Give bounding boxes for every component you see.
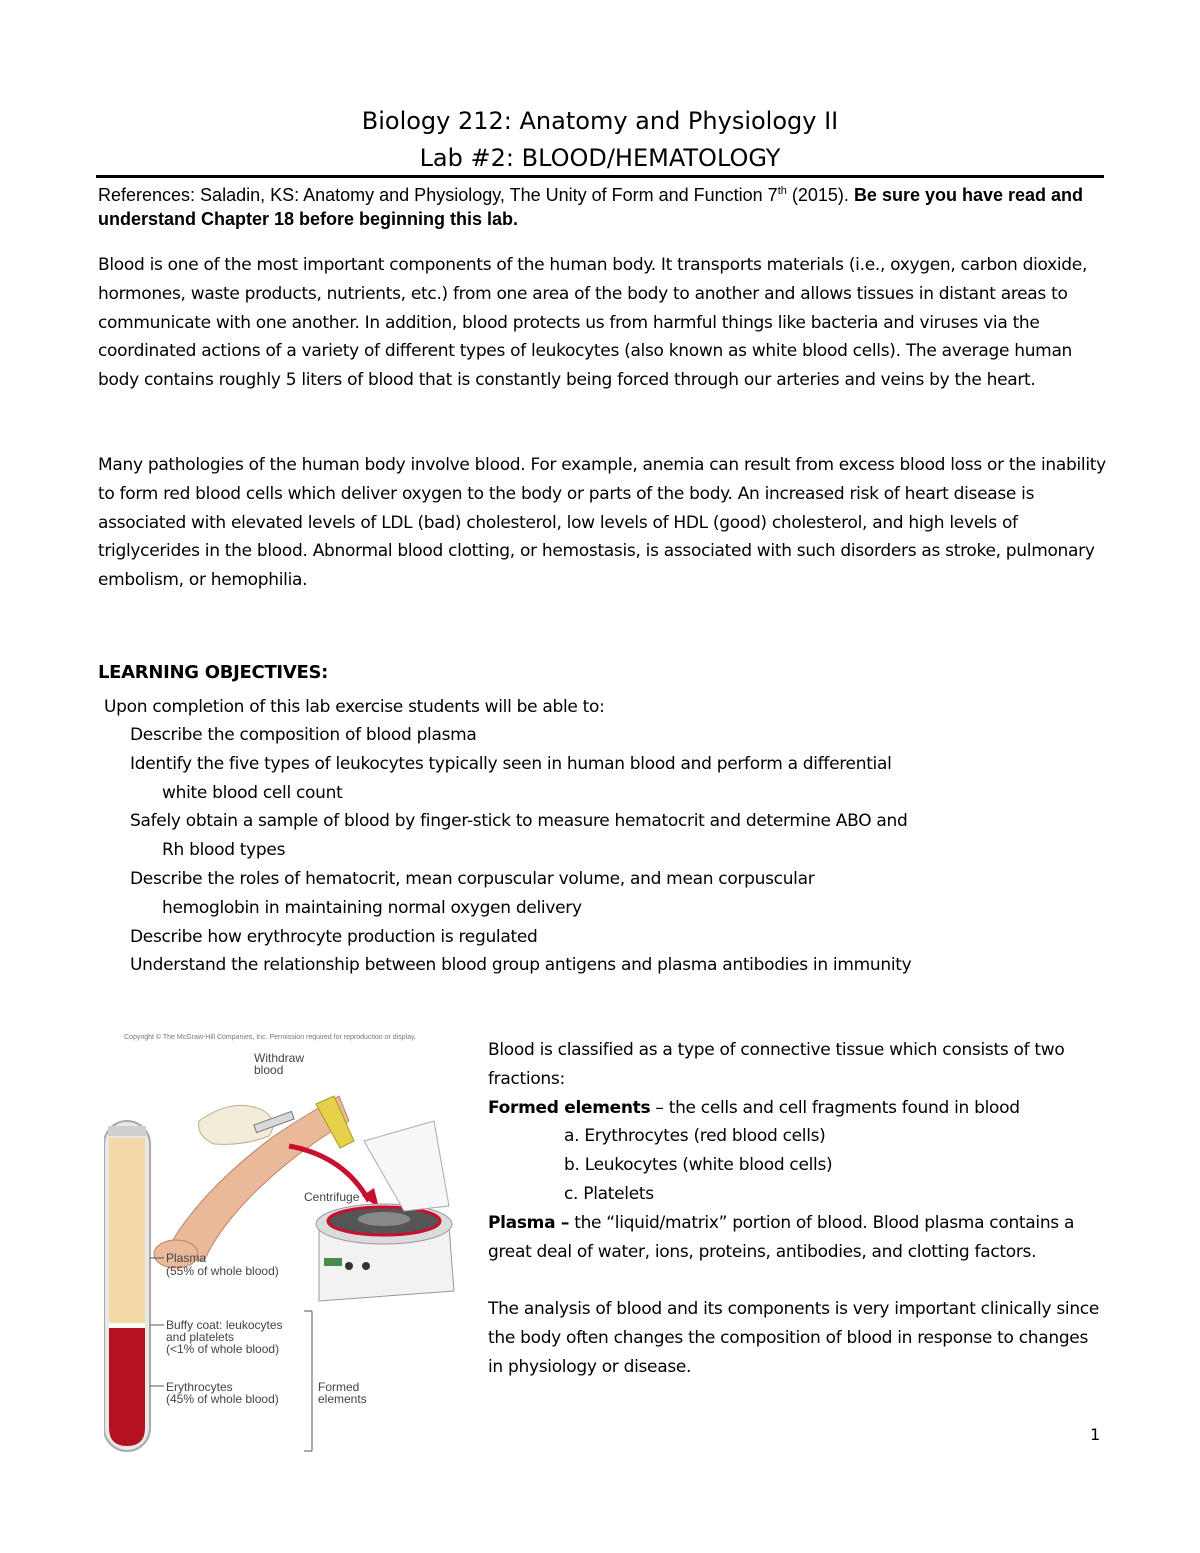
page-number: 1 [1090,1425,1101,1444]
intro-paragraph: Blood is one of the most important components of the human body. It transports materials (i.e., oxygen, carbon dioxide, hormones, waste products, nutrients, etc.) from one area of the body to another and allows tissues in distant areas to communicate with one another. In addition, blood protects us from harmful things like bacteria and viruses via the coordinated actions of a variety of different types of leukocytes (also known as white blood cells). The average human body contains roughly 5 liters of blood that is constantly being forced through our arteries and veins by the heart. [98,255,1088,391]
title-rule [96,175,1104,178]
objective-continuation: white blood cell count [162,782,343,803]
list-item [130,951,1110,980]
blood-centrifuge-figure [104,1026,464,1456]
erythrocytes-label: Erythrocytes [166,1380,233,1394]
right-column [488,1036,1108,1382]
spacer [488,1266,1108,1295]
objective-continuation: Rh blood types [162,840,286,861]
references-note: Be sure you have read and understand Chapter 18 before beginning this lab. [98,185,1084,229]
withdraw-blood-label: Withdraw blood [254,1051,305,1077]
formed-label: Formed [318,1380,360,1394]
figure-copyright: Copyright © The McGraw-Hill Companies, Inc. Permission required for reproduction or display. [124,1034,417,1041]
buffy-coat-label: Buffy coat: leukocytes [166,1318,283,1332]
objective-line: Describe the roles of hematocrit, mean corpuscular volume, and mean corpuscular [130,868,815,889]
references-year: (2015). [786,185,854,205]
list-item: a. Erythrocytes (red blood cells) [564,1126,826,1147]
list-item [130,721,1110,750]
elements-label: elements [318,1392,367,1406]
references-text: References: Saladin, KS: Anatomy and Physiology, The Unity of Form and Function 7 [98,185,778,205]
figure-illustration [104,1026,464,1456]
objectives-heading: LEARNING OBJECTIVES: [98,662,329,683]
objective-continuation: hemoglobin in maintaining normal oxygen delivery [162,897,582,918]
list-item [130,807,1110,865]
objectives-intro: Upon completion of this lab exercise students will be able to: [104,697,605,717]
plasma-percent: (55% of whole blood) [166,1264,279,1278]
pathology-paragraph: Many pathologies of the human body involve blood. For example, anemia can result from excess blood loss or the inability to form red blood cells which deliver oxygen to the body or parts of the body. An increased risk of heart disease is associated with elevated levels of LDL (bad) cholesterol, low levels of HDL (good) cholesterol, and high levels of triglycerides in the blood. Abnormal blood clotting, or hemostasis, is associated with such disorders as stroke, pulmonary embolism, or hemophilia. [98,455,1106,591]
analysis-paragraph: The analysis of blood and its components is very important clinically since the body often changes the composition of blood in response to changes in physiology or disease. [488,1299,1099,1377]
centrifuge-label: Centrifuge [304,1190,360,1204]
objectives-list [130,721,1110,980]
list-item [130,865,1110,923]
formed-elements-line [488,1094,1108,1123]
buffy-coat-label-2: and platelets [166,1330,235,1344]
plasma-label-bold: Plasma – [488,1212,570,1233]
lab-title: Lab #2: BLOOD/HEMATOLOGY [419,144,781,172]
formed-elements-text: – the cells and cell fragments found in blood [650,1097,1020,1118]
course-title: Biology 212: Anatomy and Physiology II [361,107,839,135]
objective-line: Describe how erythrocyte production is regulated [130,926,538,947]
plasma-text: the “liquid/matrix” portion of blood. Blood plasma contains a great deal of water, ions, proteins, antibodies, and clotting factors. [488,1212,1075,1262]
objective-line: Identify the five types of leukocytes typically seen in human blood and perform a differential [130,753,892,774]
plasma-paragraph [488,1209,1108,1267]
objective-line: Describe the composition of blood plasma [130,725,477,745]
objective-line: Understand the relationship between blood group antigens and plasma antibodies in immunity [130,955,912,976]
list-item: b. Leukocytes (white blood cells) [564,1155,833,1176]
references-sup: th [777,185,787,197]
erythrocytes-percent: (45% of whole blood) [166,1392,279,1406]
objective-line: Safely obtain a sample of blood by finger-stick to measure hematocrit and determine ABO and [130,811,908,832]
formed-elements-label: Formed elements [488,1097,651,1118]
formed-elements-list [488,1122,1108,1208]
references [98,183,1108,231]
classification-paragraph: Blood is classified as a type of connective tissue which consists of two fractions: [488,1040,1065,1089]
list-item [130,750,1110,808]
list-item: c. Platelets [564,1183,654,1204]
list-item [130,923,1110,952]
plasma-label: Plasma [166,1251,207,1265]
buffy-coat-percent: (<1% of whole blood) [166,1342,280,1356]
